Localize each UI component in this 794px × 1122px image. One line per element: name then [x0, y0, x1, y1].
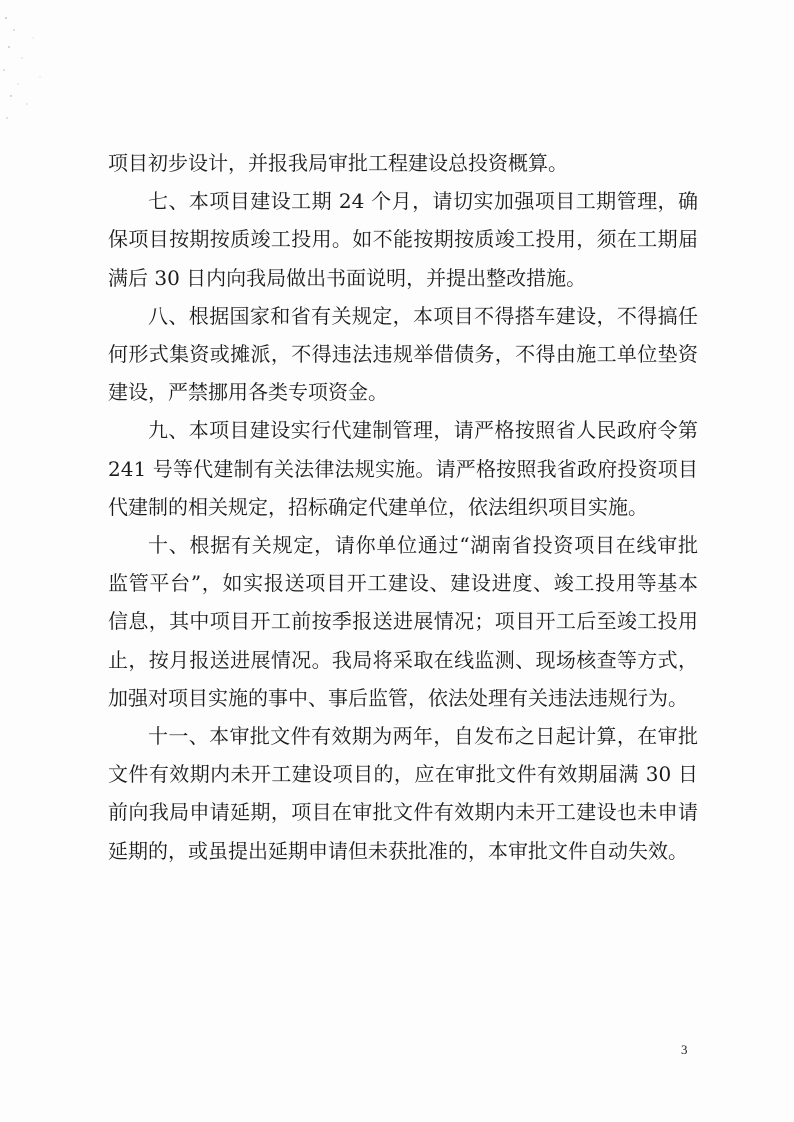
paragraph-item-7: 七、本项目建设工期 24 个月，请切实加强项目工期管理，确保项目按期按质竣工投用。如不能按期按质竣工投用，须在工期届满后 30 日内向我局做出书面说明，并提出整改措施。: [108, 189, 698, 290]
paragraph-continuation: 项目初步设计，并报我局审批工程建设总投资概算。: [108, 151, 568, 175]
paragraph-item-9: 九、本项目建设实行代建制管理，请严格按照省人民政府令第 241 号等代建制有关法律法规实施。请严格按照我省政府投资项目代建制的相关规定，招标确定代建单位，依法组织项目实施。: [108, 418, 698, 519]
page-number: 3: [681, 1042, 688, 1057]
paragraph-item-11: 十一、本审批文件有效期为两年，自发布之日起计算，在审批文件有效期内未开工建设项目的，应在审批文件有效期届满 30 日前向我局申请延期，项目在审批文件有效期内未开工建设也未申请延期的，或虽提出延期申请但未获批准的，本审批文件自动失效。: [108, 724, 698, 863]
scan-specks: [0, 0, 60, 140]
paragraph-item-10: 十、根据有关规定，请你单位通过“湖南省投资项目在线审批监管平台”，如实报送项目开工建设、建设进度、竣工投用等基本信息，其中项目开工前按季报送进展情况；项目开工后至竣工投用止，按月报送进展情况。我局将采取在线监测、现场核查等方式，加强对项目实施的事中、事后监管，依法处理有关违法违规行为。: [108, 533, 698, 710]
paragraph-item-8: 八、根据国家和省有关规定，本项目不得搭车建设，不得搞任何形式集资或摊派，不得违法违规举借债务，不得由施工单位垫资建设，严禁挪用各类专项资金。: [108, 303, 698, 405]
body-text: [108, 144, 698, 870]
